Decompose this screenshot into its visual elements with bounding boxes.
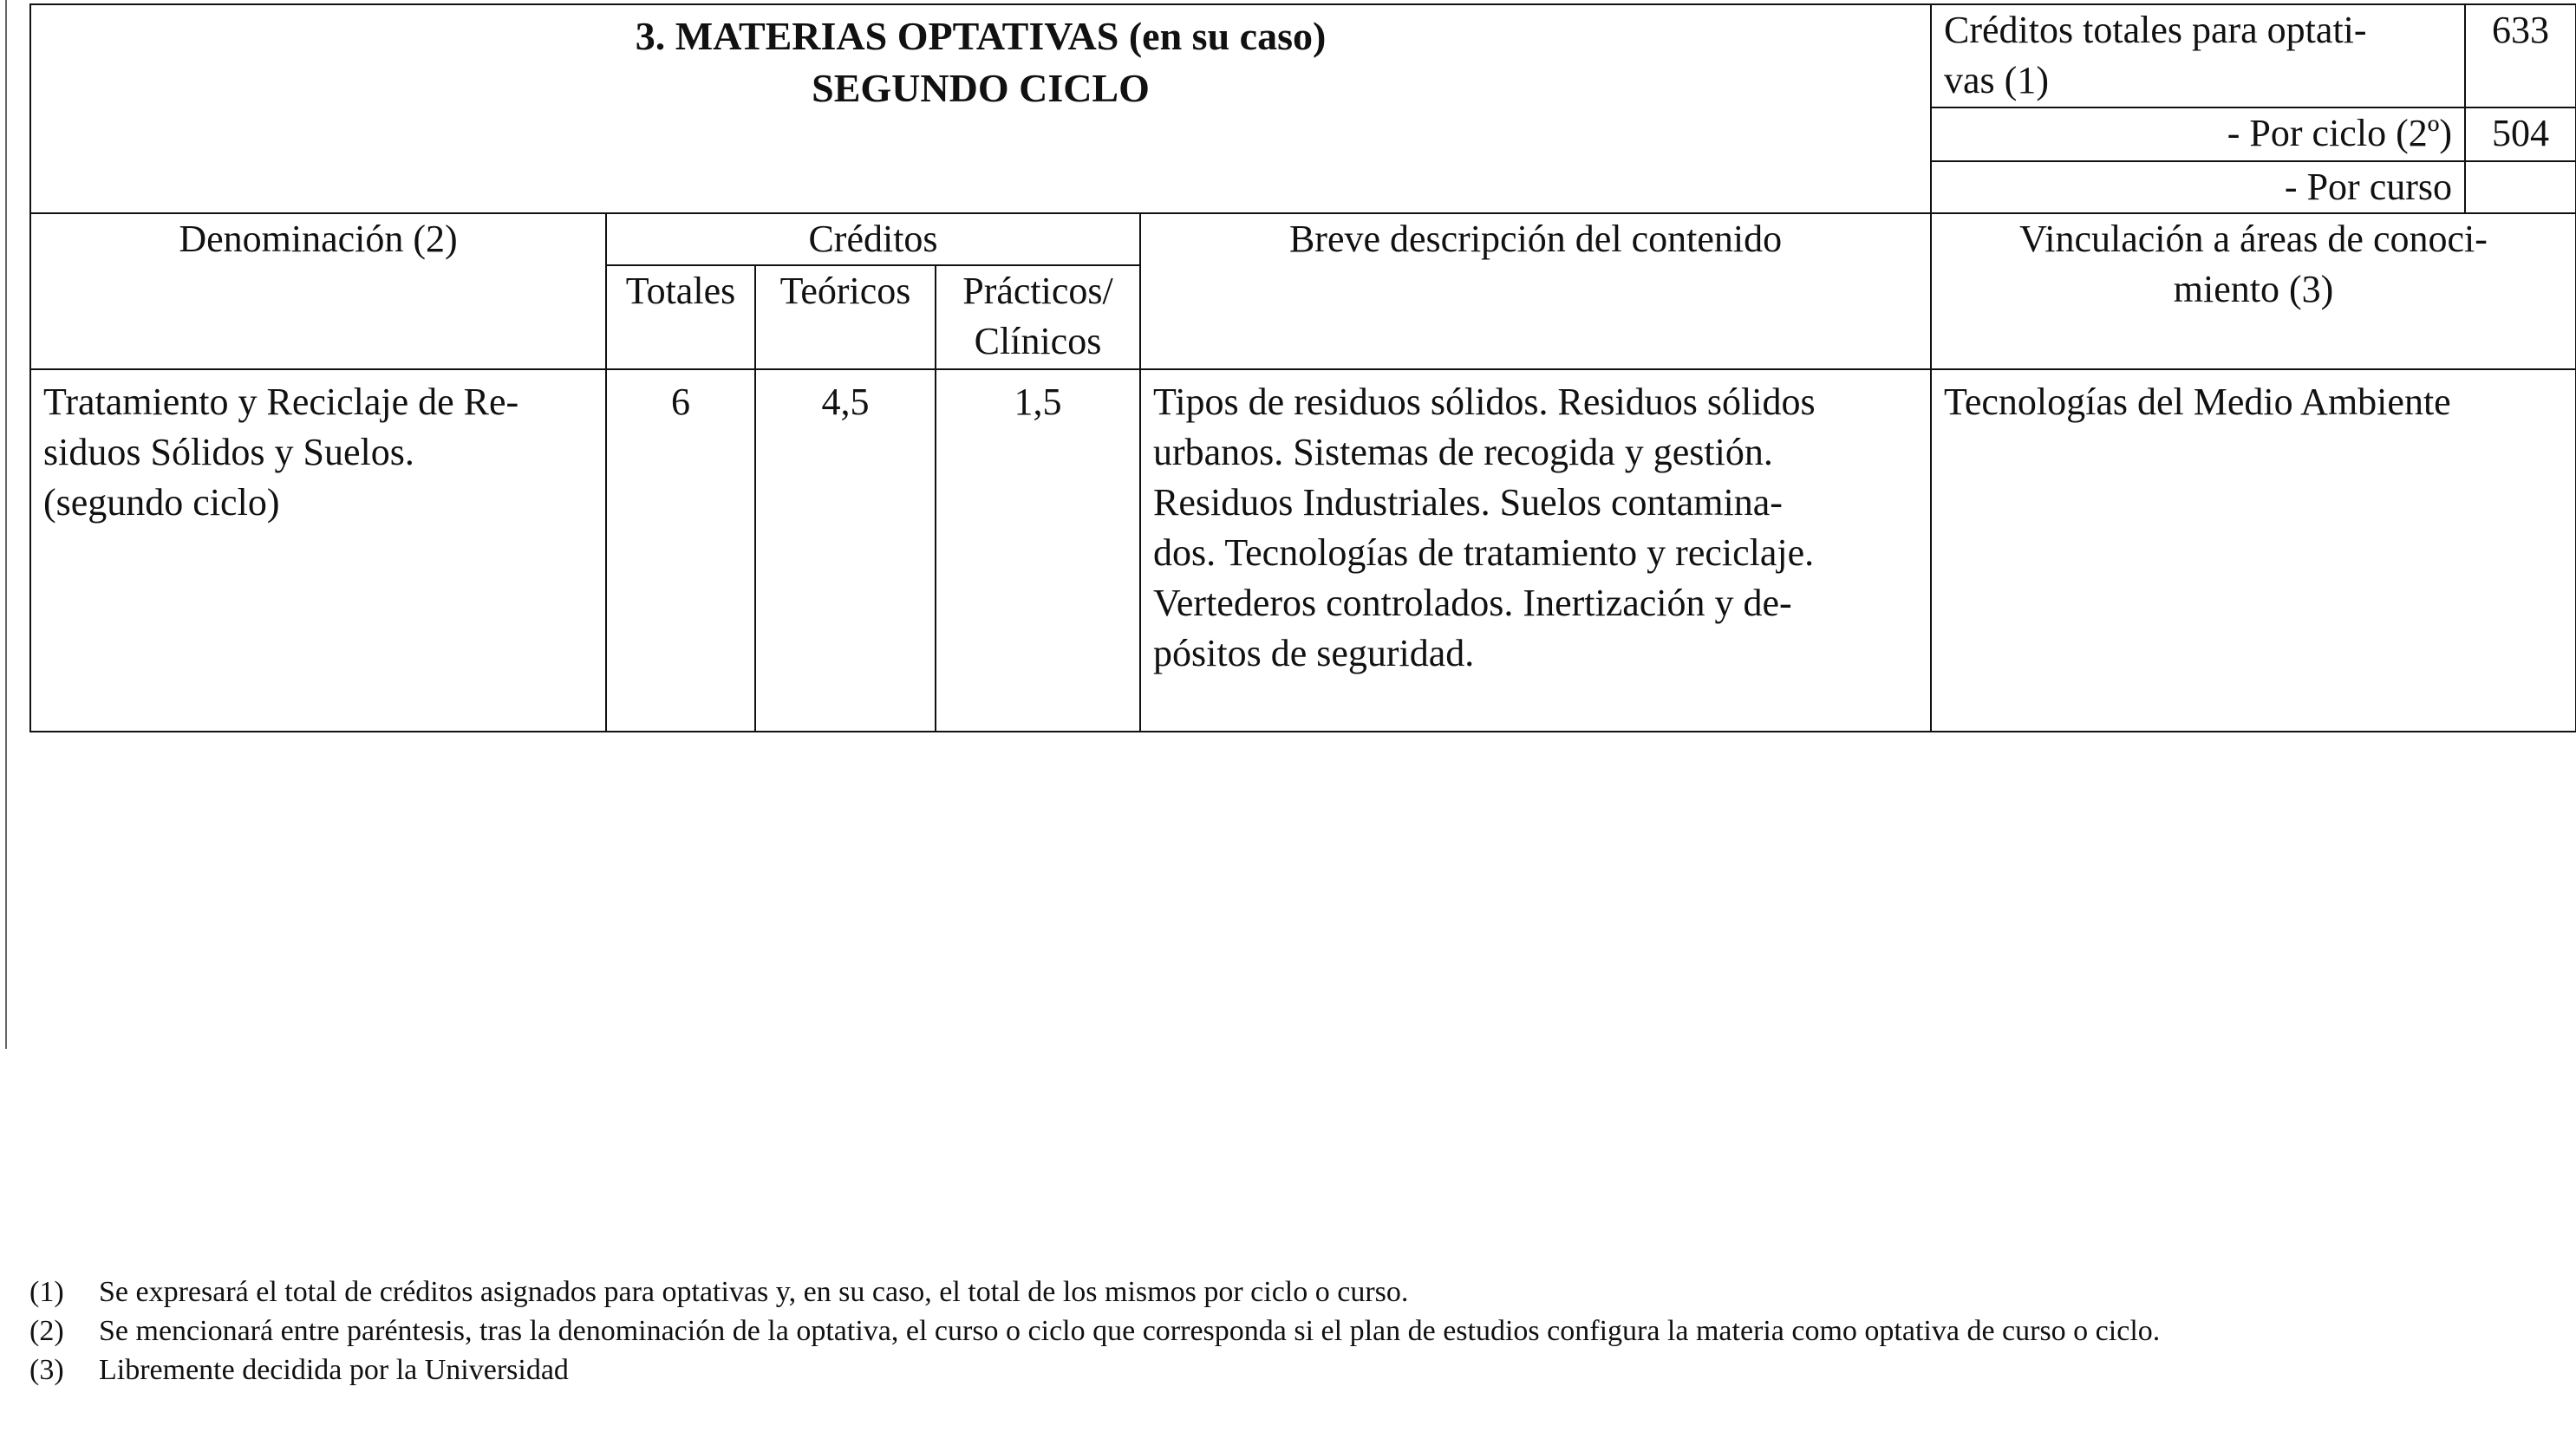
col-header-denominacion: Denominación (2) — [30, 213, 606, 369]
col-header-creditos: Créditos — [606, 213, 1140, 265]
col-header-vinculacion: Vinculación a áreas de conoci- miento (3) — [1931, 213, 2576, 369]
row-teoricos: 4,5 — [755, 369, 936, 732]
footnotes — [29, 1273, 2544, 1390]
footnote-text: Libremente decidida por la Universidad — [99, 1354, 569, 1386]
left-margin-line — [5, 0, 7, 1049]
row-practicos: 1,5 — [936, 369, 1140, 732]
footnote-number: (1) — [29, 1276, 64, 1308]
table-title-cell — [30, 4, 1931, 213]
row-denominacion: Tratamiento y Reciclaje de Re- siduos Sólidos y Suelos. (segundo ciclo) — [30, 369, 606, 732]
col-header-descripcion: Breve descripción del contenido — [1140, 213, 1931, 369]
col-header-totales: Totales — [606, 265, 755, 369]
por-curso-value — [2465, 161, 2576, 213]
por-ciclo-label: - Por ciclo (2º) — [1931, 107, 2465, 161]
row-totales: 6 — [606, 369, 755, 732]
table-row — [30, 369, 2576, 732]
row-descripcion: Tipos de residuos sólidos. Residuos sólidos urbanos. Sistemas de recogida y gestión. Residuos Industriales. Suelos contamina- dos. Tecnologías de tratamiento y reciclaje. Vertederos controlados. Inertización y de- pósitos de seguridad. — [1140, 369, 1931, 732]
footnote-text: Se expresará el total de créditos asignados para optativas y, en su caso, el total de los mismos por ciclo o curso. — [99, 1276, 1409, 1308]
footnote-number: (3) — [29, 1354, 64, 1386]
col-header-teoricos: Teóricos — [755, 265, 936, 369]
footnote-number: (2) — [29, 1315, 64, 1347]
footnote-3 — [29, 1351, 2544, 1390]
footnote-1 — [29, 1273, 2544, 1312]
por-ciclo-value: 504 — [2465, 107, 2576, 161]
por-curso-label: - Por curso — [1931, 161, 2465, 213]
footnote-2 — [29, 1312, 2544, 1351]
total-credits-value: 633 — [2465, 4, 2576, 107]
col-header-practicos: Prácticos/ Clínicos — [936, 265, 1140, 369]
optativas-table — [29, 3, 2576, 732]
row-vinculacion: Tecnologías del Medio Ambiente — [1931, 369, 2576, 732]
footnote-text: Se mencionará entre paréntesis, tras la denominación de la optativa, el curso o ciclo que corresponda si el plan de estudios configura la materia como optativa de curso o ciclo. — [99, 1315, 2161, 1347]
table-title: 3. MATERIAS OPTATIVAS (en su caso) — [635, 14, 1327, 58]
total-credits-label: Créditos totales para optati- vas (1) — [1931, 4, 2465, 107]
table-subtitle: SEGUNDO CICLO — [812, 66, 1150, 110]
